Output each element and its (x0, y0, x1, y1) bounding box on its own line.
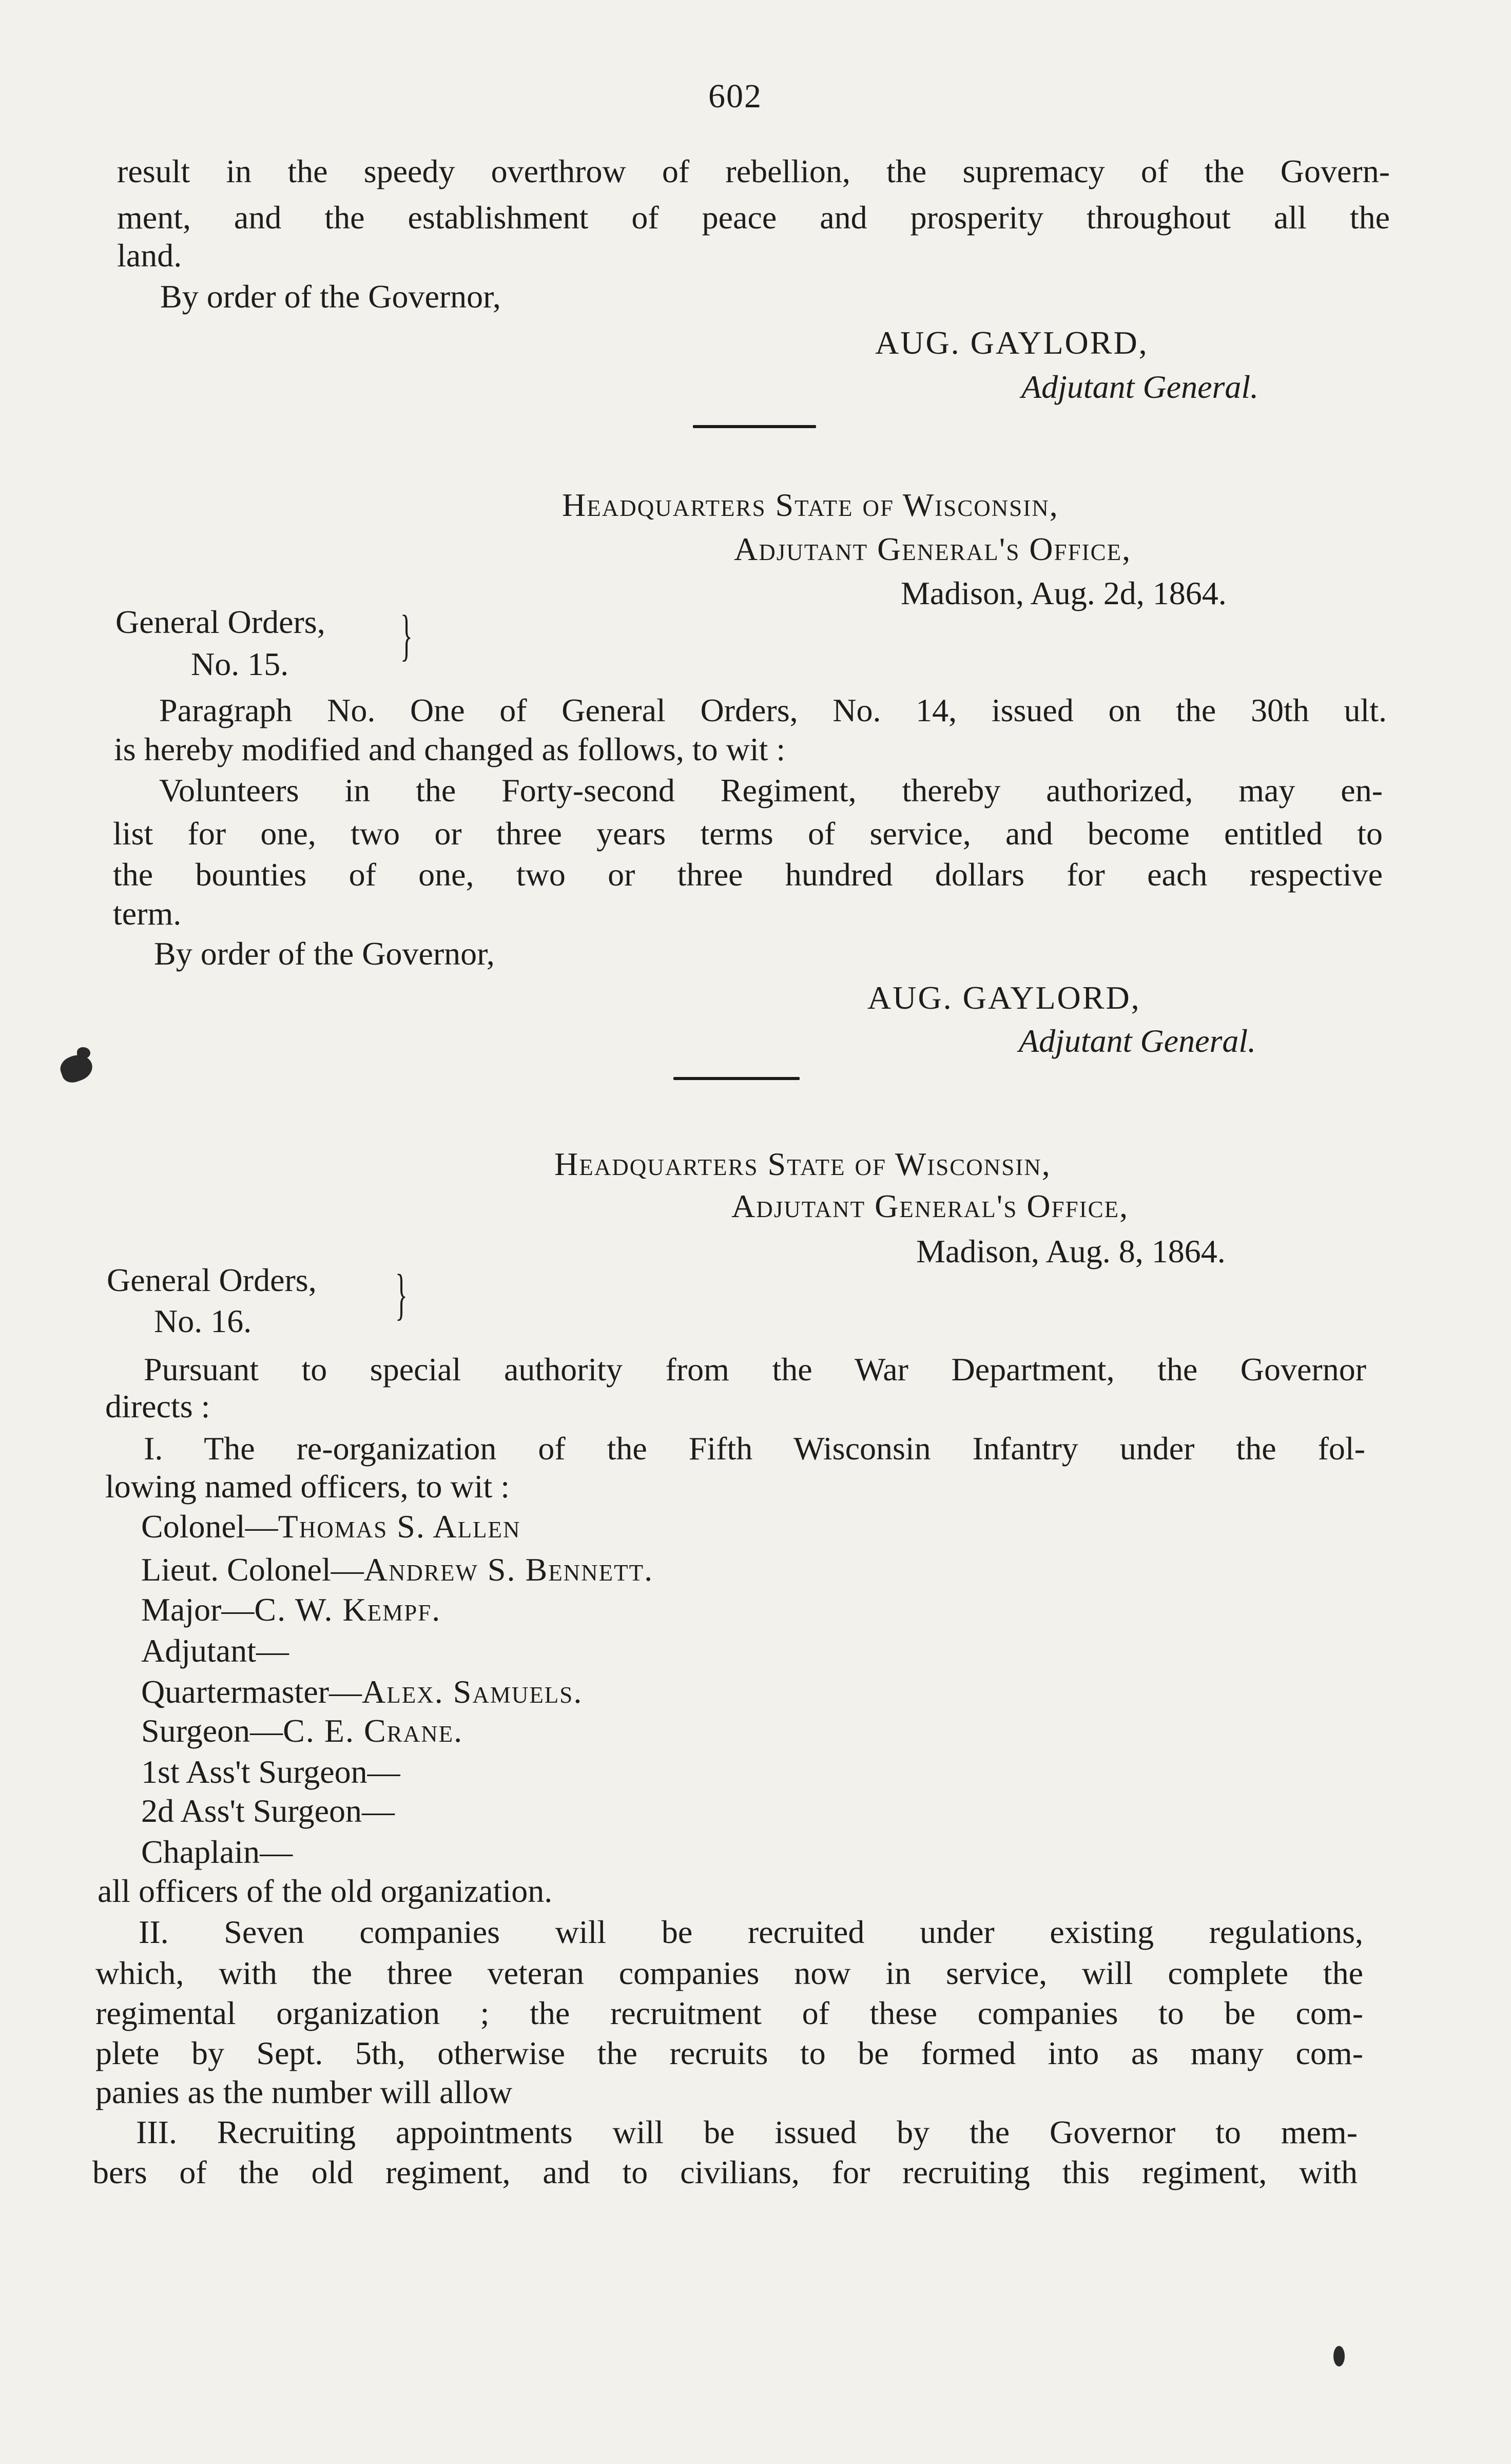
text-line: all officers of the old organization. (98, 1873, 553, 1909)
text-line: regimental organization ; the recruitment of these companies to be com- (95, 1995, 1363, 2031)
officer-role: Colonel— (141, 1508, 278, 1545)
general-orders-label: General Orders, (107, 1262, 317, 1298)
text-line: plete by Sept. 5th, otherwise the recruits to be formed into as many com- (95, 2035, 1363, 2071)
text-line: result in the speedy overthrow of rebellion, the supremacy of the Govern- (117, 153, 1390, 189)
header-line: Headquarters State of Wisconsin, (554, 1146, 1051, 1182)
text-line: III. Recruiting appointments will be issued by the Governor to mem- (136, 2114, 1358, 2150)
officer-line (141, 1673, 583, 1710)
header-line: Adjutant General's Office, (731, 1188, 1129, 1224)
officer-role: 1st Ass't Surgeon— (141, 1754, 400, 1790)
officer-line (141, 1795, 395, 1827)
text-line: the bounties of one, two or three hundred dollars for each respective (113, 856, 1383, 893)
officer-role: Chaplain— (141, 1834, 293, 1870)
officer-name: C. W. Kempf. (254, 1591, 441, 1628)
header-date: Madison, Aug. 2d, 1864. (901, 575, 1227, 611)
header-date: Madison, Aug. 8, 1864. (916, 1233, 1226, 1269)
text-line: is hereby modified and changed as follows, to wit : (114, 731, 786, 767)
officer-line (141, 1553, 653, 1586)
ink-mark (1333, 2346, 1345, 2366)
header-line: Headquarters State of Wisconsin, (562, 487, 1059, 523)
officer-role: Major— (141, 1591, 255, 1628)
brace-symbol: } (400, 604, 413, 666)
officer-line (141, 1836, 293, 1869)
general-orders-number: No. 16. (154, 1303, 252, 1339)
text-line: lowing named officers, to wit : (105, 1468, 510, 1505)
text-line: term. (113, 895, 182, 932)
officer-line (141, 1593, 441, 1626)
section-divider (673, 1077, 800, 1080)
by-order-line: By order of the Governor, (160, 278, 501, 315)
officer-role: Adjutant— (141, 1632, 289, 1669)
officer-line (141, 1756, 400, 1788)
officer-role: Surgeon— (141, 1712, 283, 1749)
by-order-line: By order of the Governor, (154, 935, 495, 972)
officer-line (141, 1510, 521, 1543)
signature-title: Adjutant General. (1021, 369, 1259, 405)
officer-role: 2d Ass't Surgeon— (141, 1793, 395, 1829)
officer-line (141, 1712, 463, 1749)
text-line: Pursuant to special authority from the War Department, the Governor (144, 1351, 1366, 1388)
text-line: directs : (105, 1388, 210, 1424)
signature-title: Adjutant General. (1019, 1023, 1256, 1059)
text-line: bers of the old regiment, and to civilians, for recruiting this regiment, with (92, 2154, 1358, 2190)
text-line: which, with the three veteran companies now in service, will complete the (95, 1955, 1363, 1991)
officer-name: Alex. Samuels. (362, 1673, 583, 1710)
ink-blot (57, 1051, 95, 1086)
text-line: II. Seven companies will be recruited under existing regulations, (139, 1914, 1363, 1950)
page-number: 602 (708, 78, 762, 115)
ink-blot (77, 1047, 90, 1058)
general-orders-label: General Orders, (115, 604, 325, 640)
text-line: Paragraph No. One of General Orders, No. 14, issued on the 30th ult. (159, 692, 1387, 728)
text-line: Volunteers in the Forty-second Regiment, thereby authorized, may en- (159, 772, 1383, 808)
officer-name: C. E. Crane. (283, 1712, 463, 1749)
text-line: list for one, two or three years terms of service, and become entitled to (113, 815, 1383, 852)
officer-line (141, 1634, 289, 1667)
signature-name: AUG. GAYLORD, (875, 324, 1149, 361)
text-line: I. The re-organization of the Fifth Wisconsin Infantry under the fol- (144, 1430, 1365, 1467)
general-orders-number: No. 15. (191, 646, 289, 682)
officer-name: Thomas S. Allen (278, 1508, 521, 1545)
officer-role: Quartermaster— (141, 1673, 362, 1710)
text-line: panies as the number will allow (95, 2074, 513, 2110)
text-line: ment, and the establishment of peace and prosperity throughout all the (117, 199, 1390, 236)
officer-role: Lieut. Colonel— (141, 1551, 364, 1588)
section-divider (693, 425, 816, 428)
header-line: Adjutant General's Office, (734, 531, 1132, 567)
signature-name: AUG. GAYLORD, (867, 979, 1141, 1016)
officer-name: Andrew S. Bennett. (363, 1551, 654, 1588)
text-line: land. (117, 237, 182, 274)
brace-symbol: } (395, 1263, 408, 1325)
